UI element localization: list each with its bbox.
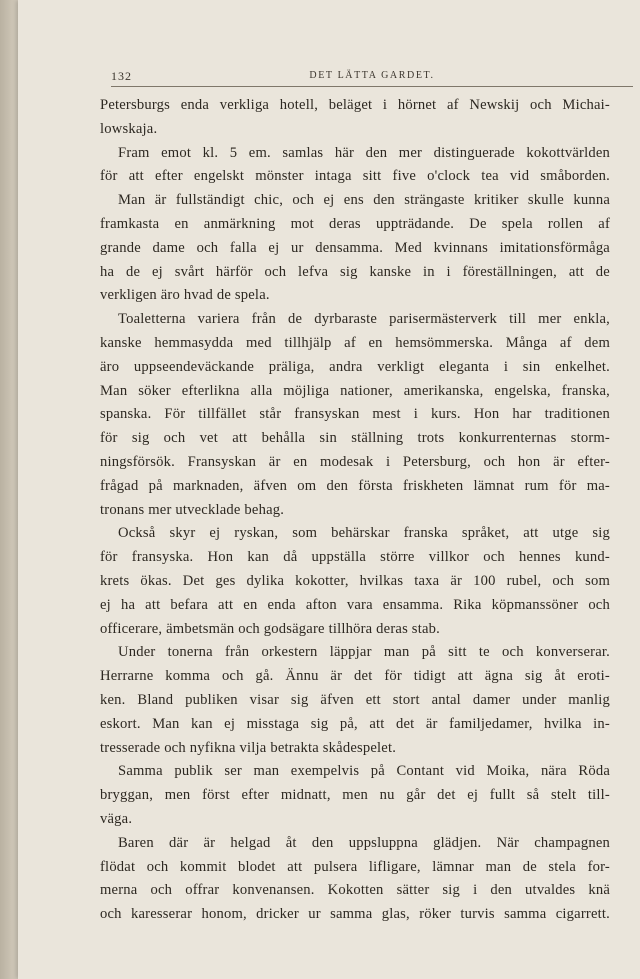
text-line: spanska. För tillfället står fransyskan mest i kurs. Hon har traditionen	[100, 406, 610, 423]
text-line: för sig och vet att behålla sin ställning trots konkurrenternas storm-	[100, 430, 610, 447]
text-line: framkasta en anmärkning mot deras uppträdande. De spela rollen af	[100, 215, 610, 232]
text-line: officerare, ämbetsmän och godsägare tillhöra deras stab.	[100, 620, 440, 637]
text-line: för fransyska. Hon kan då uppställa större villkor och hennes kund-	[100, 549, 610, 566]
text-line: ha de ej svårt härför och lefva sig kanske in i föreställningen, att de	[100, 263, 610, 280]
text-line: eskort. Man kan ej misstaga sig på, att det är familjedamer, hvilka in-	[100, 715, 610, 732]
text-line: bryggan, men först efter midnatt, men nu går det ej fullt så stelt till-	[100, 787, 610, 804]
text-line: krets ökas. Det ges dylika kokotter, hvilkas taxa är 100 rubel, och som	[100, 572, 610, 589]
running-head	[111, 64, 633, 87]
text-line: Petersburgs enda verkliga hotell, beläget i hörnet af Newskij och Michai-	[100, 97, 610, 113]
text-line: Under tonerna från orkestern läppjar man på sitt te och konverserar.	[118, 644, 610, 661]
text-line: Fram emot kl. 5 em. samlas här den mer distinguerade kokottvärlden	[118, 144, 610, 161]
page-number: 132	[111, 69, 132, 83]
text-line: Samma publik ser man exempelvis på Contant vid Moika, nära Röda	[118, 763, 610, 780]
page-gutter	[0, 0, 18, 979]
text-line: verkligen äro hvad de spela.	[100, 287, 270, 304]
text-line: för att efter engelskt mönster intaga sitt five o'clock tea vid småborden.	[100, 168, 610, 185]
text-line: tronans mer utvecklade behag.	[100, 501, 285, 518]
text-line: ken. Bland publiken visar sig äfven ett stort antal damer under manlig	[100, 691, 610, 708]
text-line: äro uppseendeväckande präliga, andra verkligt eleganta i sin enkelhet.	[100, 358, 610, 375]
text-line: Baren där är helgad åt den uppsluppna glädjen. När champagnen	[118, 834, 610, 851]
text-line: ningsförsök. Fransyskan är en modesak i Petersburg, och hon är efter-	[100, 453, 610, 470]
text-line: lowskaja.	[100, 120, 158, 137]
text-line: tresserade och nyfikna vilja betrakta skådespelet.	[100, 739, 397, 756]
text-line: ej ha att befara att en enda afton vara ensamma. Rika köpmanssöner och	[100, 596, 610, 613]
text-line: kanske hemmasydda med tillhjälp af en hemsömmerska. Många af dem	[100, 334, 610, 351]
body-text	[100, 94, 610, 927]
text-line: flödat och kommit blodet att pulsera lifligare, lämnar man de stela for-	[100, 858, 610, 875]
book-page	[18, 0, 640, 979]
text-line: Toaletterna variera från de dyrbaraste parisermästerverk till mer enkla,	[118, 311, 610, 328]
text-line: Också skyr ej ryskan, som behärskar franska språket, att utge sig	[118, 525, 610, 542]
text-line: väga.	[100, 810, 133, 827]
text-line: frågad på marknaden, äfven om den första friskheten lämnat rum för ma-	[100, 477, 610, 494]
running-title: DET LÄTTA GARDET.	[309, 70, 435, 81]
text-line: grande dame och falla ej ur densamma. Med kvinnans imitationsförmåga	[100, 239, 610, 256]
text-line: och karesserar honom, dricker ur samma glas, röker turvis samma cigarrett.	[100, 906, 610, 923]
text-line: Man är fullständigt chic, och ej ens den strängaste kritiker skulle kunna	[118, 192, 610, 209]
text-line: Herrarne komma och gå. Ännu är det för tidigt att ägna sig åt eroti-	[100, 668, 610, 685]
text-line: Man söker efterlikna alla möjliga nationer, amerikanska, engelska, franska,	[100, 382, 610, 399]
text-line: merna och offrar konvenansen. Kokotten sätter sig i den utvaldes knä	[100, 882, 610, 899]
